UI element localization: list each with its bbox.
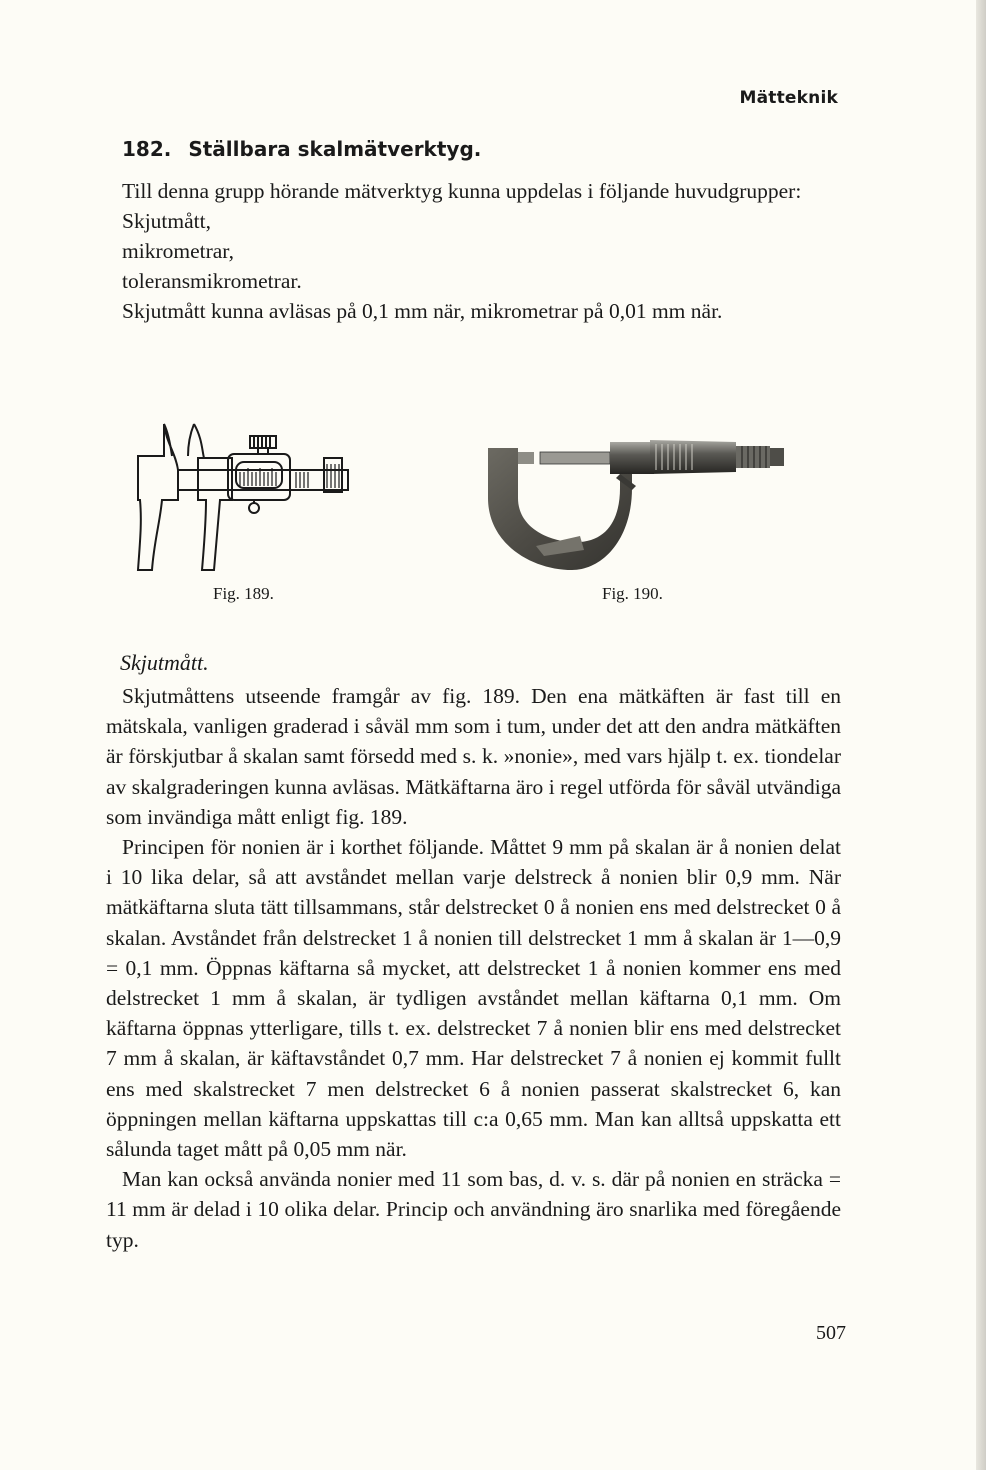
intro-closing: Skjutmått kunna avläsas på 0,1 mm när, mikrometrar på 0,01 mm när.	[122, 299, 723, 323]
micrometer-photo-icon	[480, 428, 810, 578]
section-heading	[122, 137, 481, 161]
section-number: 182.	[122, 137, 172, 161]
subheading: Skjutmått.	[120, 650, 209, 675]
caliper-drawing-icon	[132, 412, 362, 582]
page-edge	[976, 0, 986, 1470]
paragraph: Principen för nonien är i korthet följande. Måttet 9 mm på skalan är å nonien delat i 10 lika delar, så att avståndet mellan varje delstreck å nonien blir 0,9 mm. När mätkäftarna sluta tätt tillsammans, står delstrecket 0 å nonien ens med delstrecket 0 å skalan. Avståndet från delstrecket 1 å nonien till delstrecket 1 mm å skalan är 1—0,9 = 0,1 mm. Öppnas käftarna så mycket, att delstrecket 1 å nonien kommer ens med delstrecket 1 mm å skalan, är tydligen avståndet mellan käftarna 0,1 mm. Om käftarna öppnas ytterligare, tills t. ex. delstrecket 7 å nonien blir ens med delstrecket 7 mm å skalan, är käftavståndet 0,7 mm. Har delstrecket 7 å nonien ej kommit fullt ens med skalstrecket 7 men delstrecket 6 å nonien passerat skalstrecket 6, kan öppningen mellan käftarna uppskattas till c:a 0,65 mm. Man kan alltså uppskatta ett sålunda taget mått på 0,05 mm när.	[106, 835, 841, 1162]
intro-lead: Till denna grupp hörande mätverktyg kunna uppdelas i följande huvudgrupper:	[122, 179, 802, 203]
intro-block	[106, 176, 841, 326]
list-item: Skjutmått,	[122, 209, 211, 233]
page-number: 507	[816, 1322, 846, 1344]
figure-caption: Fig. 190.	[602, 584, 663, 603]
paragraph: Man kan också använda nonier med 11 som bas, d. v. s. där på nonien en sträcka = 11 mm är delad i 10 olika delar. Princip och användning äro snarlika med föregående typ.	[106, 1167, 841, 1252]
paragraph: Skjutmåttens utseende framgår av fig. 189. Den ena mätkäften är fast till en mätskala, vanligen graderad i såväl mm som i tum, under det att den andra mätkäften är förskjutbar å skalan samt försedd med s. k. »nonie», med vars hjälp t. ex. tiondelar av skalgraderingen kunna avläsas. Mätkäftarna äro i regel utförda för såväl utvändiga som invändiga mått enligt fig. 189.	[106, 684, 841, 829]
list-item: mikrometrar,	[122, 239, 234, 263]
figure-caption: Fig. 189.	[213, 584, 274, 603]
running-head: Mätteknik	[739, 88, 838, 108]
body-text	[106, 681, 841, 1255]
section-title: Ställbara skalmätverktyg.	[188, 137, 482, 161]
list-item: toleransmikrometrar.	[122, 269, 302, 293]
